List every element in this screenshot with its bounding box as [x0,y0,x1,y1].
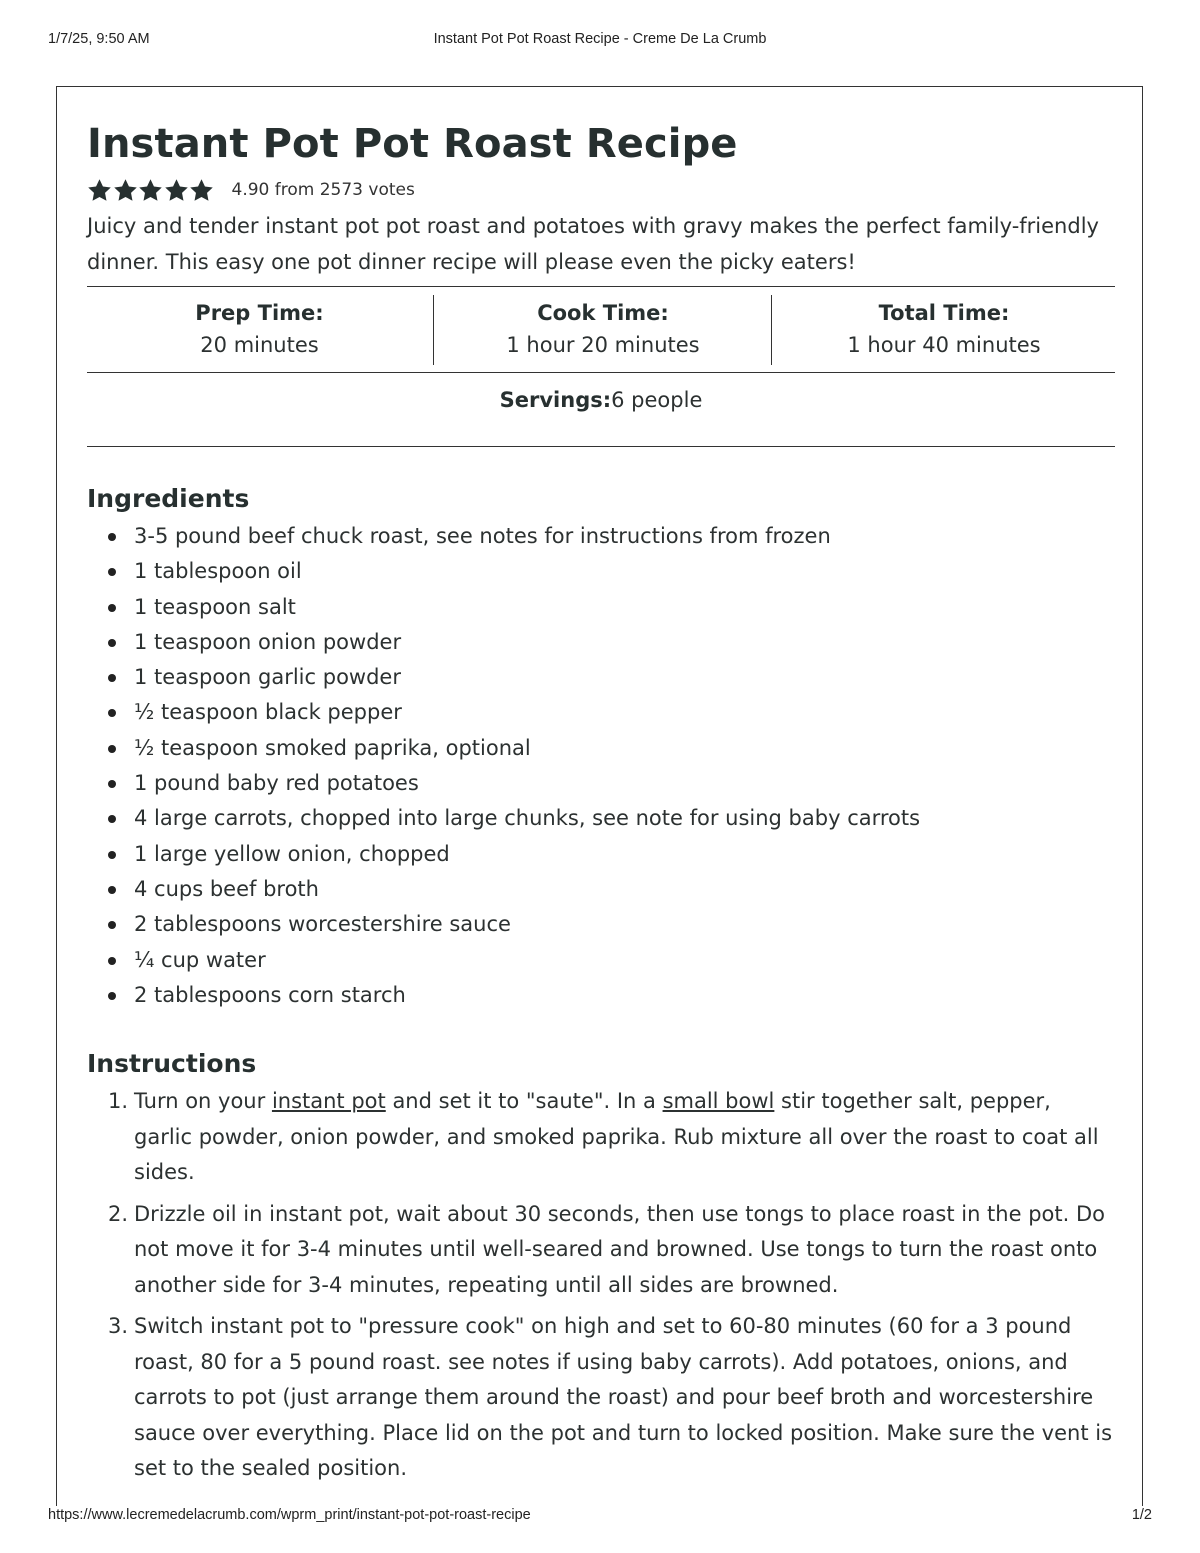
cook-time-label: Cook Time: [537,301,669,325]
ingredient-text: ½ teaspoon black pepper [134,700,402,725]
bullet-icon [108,674,116,682]
bullet-icon [108,957,116,965]
recipe-card [56,86,1143,1506]
recipe-summary: Juicy and tender instant pot pot roast and potatoes with gravy makes the perfect family-friendly dinner. This easy one pot dinner recipe will please even the picky eaters! [87,214,1099,274]
instructions-heading: Instructions [87,1049,257,1078]
ingredient-item [87,837,920,872]
star-icon[interactable] [113,178,138,203]
bullet-icon [108,639,116,647]
ingredient-item [87,660,920,695]
ingredient-text: 1 pound baby red potatoes [134,771,419,796]
instructions-list [87,1084,1115,1493]
bullet-icon [108,921,116,929]
ingredient-item [87,766,920,801]
bullet-icon [108,815,116,823]
recipe-servings [87,373,1115,447]
step-number: 2. [108,1201,129,1226]
prep-time-value: 20 minutes [200,333,319,357]
step-number: 3. [108,1314,129,1338]
ingredient-item [87,554,920,589]
print-datetime: 1/7/25, 9:50 AM [48,31,150,47]
step-text: and set it to "saute". In a [385,1089,663,1113]
cook-time [433,295,772,365]
print-page-title: Instant Pot Pot Roast Recipe - Creme De La Crumb [433,31,767,47]
print-header [48,31,1152,49]
ingredient-item [87,590,920,625]
star-icon[interactable] [138,178,163,203]
ingredient-text: 2 tablespoons corn starch [134,982,406,1007]
bullet-icon [108,533,116,541]
step-number: 1. [108,1089,129,1113]
recipe-times [87,286,1115,373]
bullet-icon [108,568,116,576]
step-text: Switch instant pot to "pressure cook" on high and set to 60-80 minutes (60 for a 3 pound roast, 80 for a 5 pound roast. see notes if using baby carrots). Add potatoes, onions, and carrots to pot (just arrange them around the roast) and pour beef broth and worcestershire sauce over everything. Place lid on the pot and turn to locked position. Make sure the vent is set to the sealed position. [134,1314,1113,1480]
bullet-icon [108,709,116,717]
total-time-label: Total Time: [878,301,1010,325]
step-text: Drizzle oil in instant pot, wait about 30 seconds, then use tongs to place roast in the pot. Do not move it for 3-4 minutes until well-seared and browned. Use tongs to turn the roast onto another side for 3-4 minutes, repeating until all sides are browned. [134,1201,1105,1297]
ingredient-text: 1 teaspoon onion powder [134,629,402,654]
ingredient-item [87,801,920,836]
ingredient-text: 2 tablespoons worcestershire sauce [134,912,511,937]
star-icon[interactable] [189,178,214,203]
bullet-icon [108,780,116,788]
bullet-icon [108,886,116,894]
ingredient-text: 1 teaspoon garlic powder [134,665,401,690]
ingredient-text: 1 tablespoon oil [134,559,302,584]
ingredients-list [87,519,920,1013]
star-icon[interactable] [164,178,189,203]
servings-label: Servings: [499,388,612,412]
ingredient-text: 4 large carrots, chopped into large chunks, see note for using baby carrots [134,806,921,831]
print-url[interactable]: https://www.lecremedelacrumb.com/wprm_print/instant-pot-pot-roast-recipe [48,1507,531,1523]
step-text: Turn on your [134,1089,272,1113]
servings-value: 6 people [611,388,703,412]
bullet-icon [108,851,116,859]
rating-text: 4.90 from 2573 votes [231,180,415,200]
ingredient-text: ½ teaspoon smoked paprika, optional [134,735,531,760]
prep-time-label: Prep Time: [195,301,324,325]
ingredient-item [87,731,920,766]
step-text: stir together salt, pepper, garlic powder, onion powder, and smoked paprika. Rub mixture all over the roast to coat all sides. [134,1089,1099,1184]
cook-time-value: 1 hour 20 minutes [506,333,700,357]
prep-time [87,295,432,365]
ingredient-item [87,519,920,554]
ingredient-item [87,978,920,1013]
instant-pot-link[interactable]: instant pot [271,1089,386,1113]
print-page-number: 1/2 [1131,1507,1152,1523]
ingredient-text: 1 teaspoon salt [134,594,296,619]
total-time-value: 1 hour 40 minutes [847,333,1041,357]
bullet-icon [108,992,116,1000]
ingredient-item [87,943,920,978]
ingredient-item [87,872,920,907]
instruction-step-3 [87,1309,1115,1487]
ingredient-text: ¼ cup water [134,947,266,972]
ingredient-item [87,907,920,942]
instruction-step-2 [87,1197,1115,1304]
recipe-rating [87,176,415,204]
bullet-icon [108,745,116,753]
ingredients-heading: Ingredients [87,484,250,513]
small-bowl-link[interactable]: small bowl [662,1089,775,1113]
ingredient-text: 4 cups beef broth [134,876,319,901]
ingredient-text: 1 large yellow onion, chopped [134,841,450,866]
rating-stars[interactable] [87,178,215,203]
total-time [771,295,1116,365]
recipe-title: Instant Pot Pot Roast Recipe [87,121,738,167]
star-icon[interactable] [87,178,112,203]
print-footer [48,1507,1152,1525]
instruction-step-1 [87,1084,1115,1191]
ingredient-text: 3-5 pound beef chuck roast, see notes for instructions from frozen [134,524,831,548]
ingredient-item [87,695,920,730]
bullet-icon [108,604,116,612]
ingredient-item [87,625,920,660]
